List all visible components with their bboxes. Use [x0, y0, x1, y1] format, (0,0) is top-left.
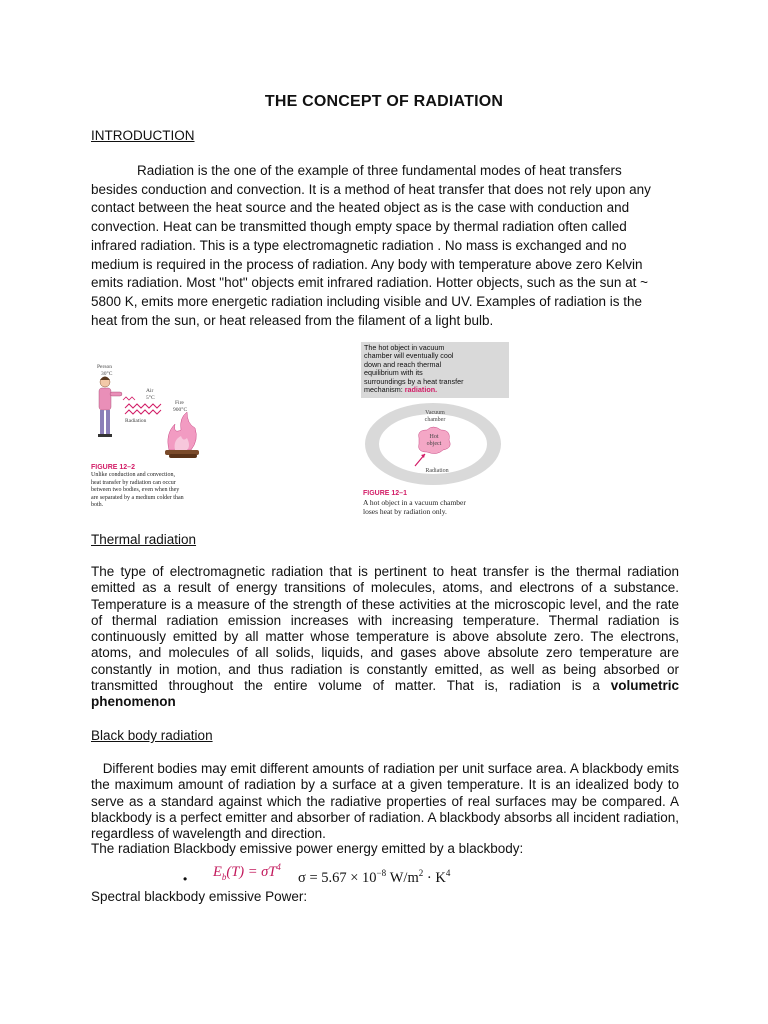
page-title: THE CONCEPT OF RADIATION	[264, 93, 504, 110]
label-person-temp: 30°C	[101, 371, 113, 377]
figure-person-fire	[91, 360, 207, 523]
intro-line: infrared radiation. This is a type electromagnetic radiation . No mass is exchanged and no	[91, 237, 627, 253]
emissive-power-line: The radiation Blackbody emissive power energy emitted by a blackbody:	[91, 841, 524, 856]
spectral-line: Spectral blackbody emissive Power:	[91, 889, 308, 904]
label-air: Air	[146, 388, 154, 394]
label-radiation: Radiation	[125, 418, 147, 424]
intro-line: 5800 K, emits more energetic radiation including visible and UV. Examples of radiation is the	[91, 293, 643, 309]
label-person: Person	[97, 364, 112, 370]
label-fire-temp: 900°C	[173, 407, 188, 413]
introduction-paragraph	[91, 162, 681, 330]
blackbody-heading: Black body radiation	[91, 728, 213, 743]
volumetric-phenomenon-text: volumetric phenomenon	[91, 678, 679, 710]
intro-line: heat from the sun, or heat released from the filament of a light bulb.	[91, 312, 494, 328]
figure-vacuum-chamber	[361, 342, 509, 520]
intro-line: contact between the heat source and the heated object as is the case with conduction and	[91, 200, 630, 216]
label-chamber: chamber	[424, 417, 446, 423]
figure1-caption: Unlike conduction and convection, heat transfer by radiation can occur between two bodies, even when they are separated by a medium colder than both.	[91, 472, 184, 509]
label-vacuum: Vacuum	[425, 410, 445, 416]
thermal-heading: Thermal radiation	[91, 532, 197, 547]
intro-line: convection. Heat can be transmitted though empty space by thermal radiation often called	[91, 219, 627, 235]
figure1-caption-title: FIGURE 12–2	[91, 464, 135, 471]
introduction-heading: INTRODUCTION	[91, 128, 195, 143]
label-air-temp: 5°C	[146, 395, 155, 401]
intro-line: emits radiation. Most "hot" objects emit infrared radiation. Hotter objects, such as the sun at ~	[91, 275, 648, 291]
label-hot: Hot	[429, 434, 439, 440]
intro-line: medium is required in the process of radiation. Any body with temperature above zero Kelvin	[91, 256, 643, 272]
label-object: object	[426, 441, 442, 447]
formula-bullet: •	[183, 872, 188, 886]
figure2-text-box: The hot object in vacuum chamber will eventually cool down and reach thermal equilibrium with its surroundings by a heat transfer mechanism: radiation.	[361, 342, 509, 398]
figure2-caption-title: FIGURE 12–1	[363, 490, 407, 497]
stefan-boltzmann-formula: $E_b(T) = \sigma T^4$ $\sigma = 5.67 \times 10^{-8}$ $W/m^2 \cdot K^4$	[213, 862, 451, 886]
intro-line: Radiation is the one of the example of three fundamental modes of heat transfers	[137, 163, 622, 178]
label-radiation-2: Radiation	[425, 468, 449, 474]
intro-line: besides conduction and convection. It is a method of heat transfer that does not rely upon any	[91, 181, 651, 197]
blackbody-paragraph: Different bodies may emit different amounts of radiation per unit surface area. A blackbody emits the maximum amount of radiation by a surface at a given temperature. It is an idealized body to serve as a standard against which the radiative properties of real surfaces may be compared. A blackbody is a perfect emitter and absorber of radiation. A blackbody absorbs all incident radiation, regardless of wavelength and direction.	[91, 761, 683, 842]
figure2-caption: A hot object in a vacuum chamber loses heat by radiation only.	[363, 498, 466, 516]
label-fire: Fire	[175, 400, 184, 406]
thermal-paragraph: The type of electromagnetic radiation that is pertinent to heat transfer is the thermal radiation emitted as a result of energy transitions of molecules, atoms, and electrons of a substance. Temperature is a measure of the strength of these activities at the microscopic level, and the rate of thermal radiation emission increases with increasing temperature. Thermal radiation is continuously emitted by all matter whose temperature is above absolute zero. The electrons, atoms, and molecules of all solids, liquids, and gases above absolute zero temperature are constantly in motion, and thus radiation is constantly emitted, as well as being absorbed or transmitted throughout the entire volume of matter. That is, radiation is a volumetric phenomenon	[91, 564, 679, 710]
